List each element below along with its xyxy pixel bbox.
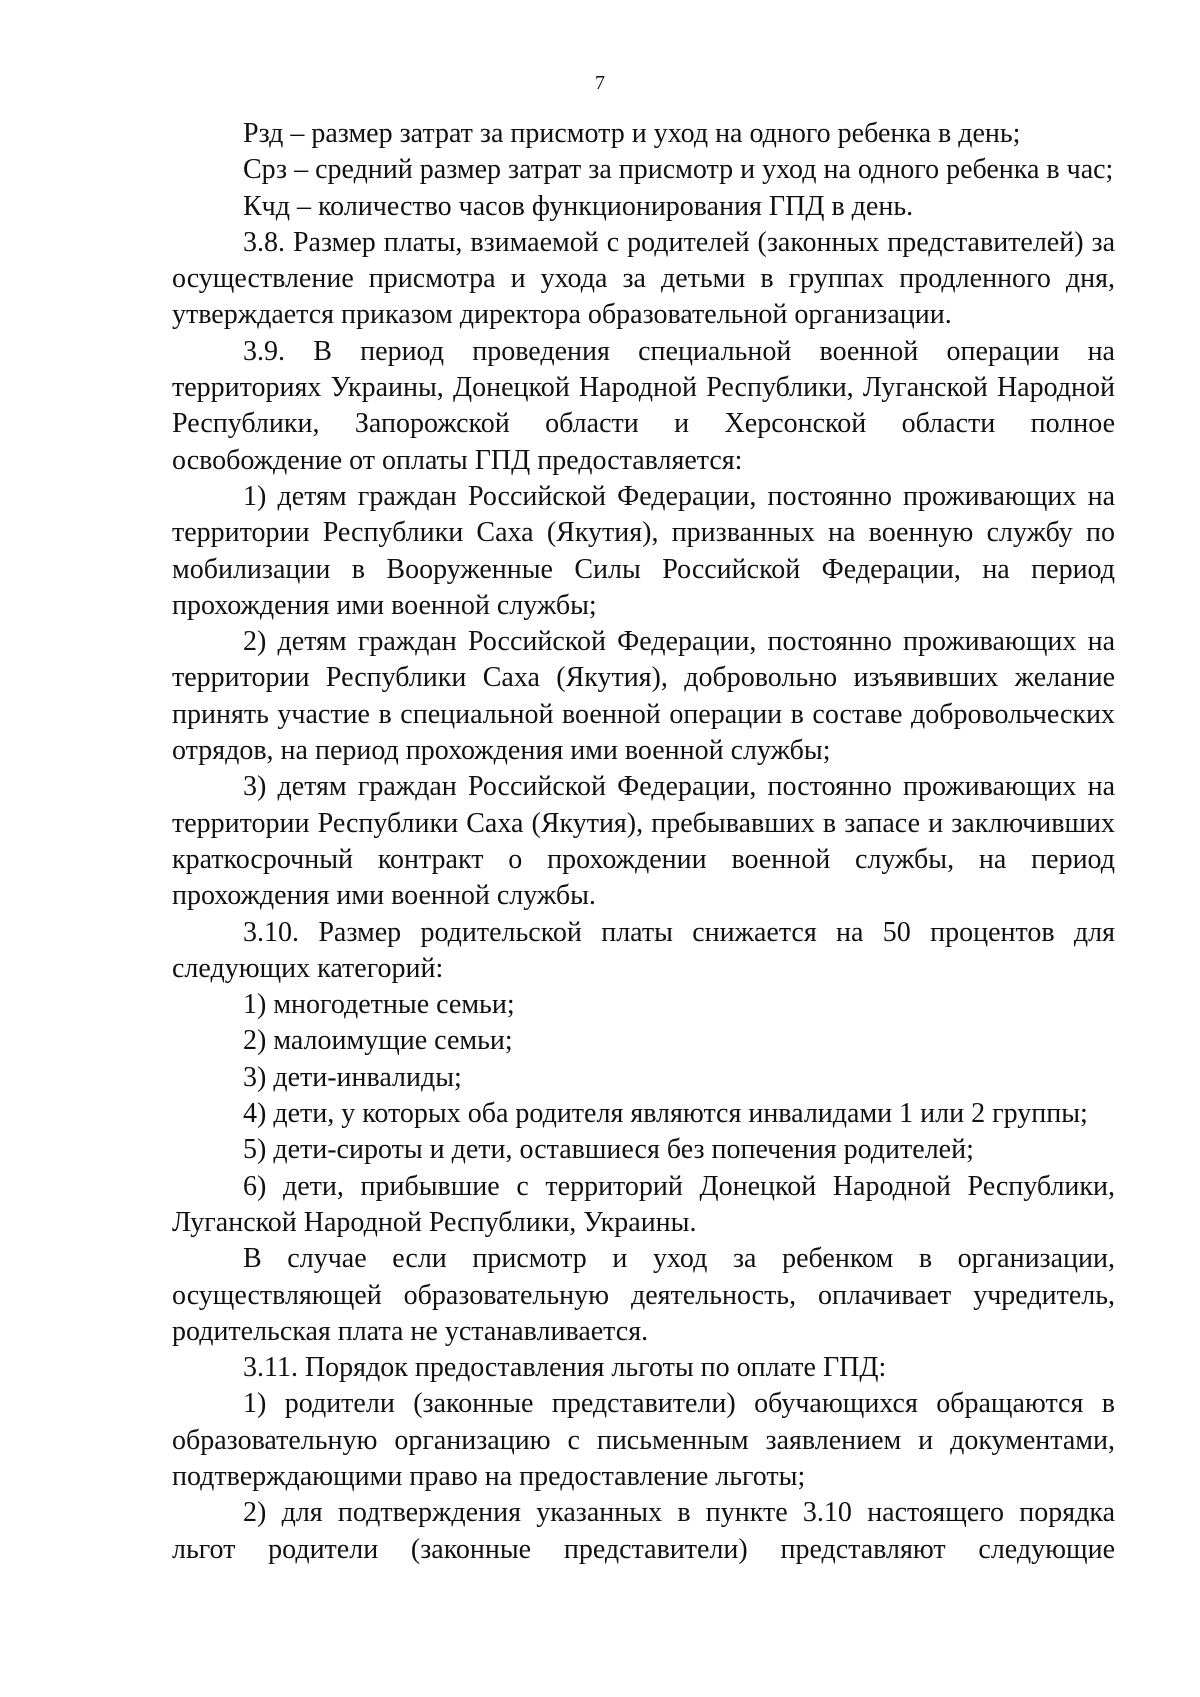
paragraph-3-9: 3.9. В период проведения специальной военной операции на территориях Украины, Донецкой Народной Республики, Луганской Народной Республики, Запорожской области и Херсонской области полное освобождение от оплаты ГПД предоставляется:	[172, 335, 1115, 476]
paragraph-3-9-item-2: 2) детям граждан Российской Федерации, постоянно проживающих на территории Республики Саха (Якутия), добровольно изъявивших желание принять участие в специальной военной операции в составе добровольческих отрядов, на период прохождения ими военной службы;	[172, 626, 1115, 767]
paragraph-3-11-item-1: 1) родители (законные представители) обучающихся обращаются в образовательную организацию с письменным заявлением и документами, подтверждающими право на предоставление льготы;	[172, 1388, 1115, 1492]
paragraph-rzd-definition: Рзд – размер затрат за присмотр и уход на одного ребенка в день;	[243, 118, 1021, 149]
paragraph-kchd-definition: Кчд – количество часов функционирования ГПД в день.	[243, 190, 914, 222]
page-number: 7	[595, 72, 605, 94]
paragraph-founder-payment: В случае если присмотр и уход за ребенком в организации, осуществляющей образовательную деятельность, оплачивает учредитель, родительская плата не устанавливается.	[172, 1243, 1115, 1347]
paragraph-3-10-item-1: 1) многодетные семьи;	[243, 989, 515, 1021]
paragraph-3-10-item-6: 6) дети, прибывшие с территорий Донецкой Народной Республики, Луганской Народной Республики, Украины.	[172, 1170, 1115, 1238]
paragraph-3-9-item-3: 3) детям граждан Российской Федерации, постоянно проживающих на территории Республики Саха (Якутия), пребывавших в запасе и заключивших краткосрочный контракт о прохождении военной службы, на период прохождения ими военной службы.	[172, 771, 1115, 912]
paragraph-srz-definition: Срз – средний размер затрат за присмотр и уход на одного ребенка в час;	[243, 154, 1114, 186]
paragraph-3-9-item-1: 1) детям граждан Российской Федерации, постоянно проживающих на территории Республики Саха (Якутия), призванных на военную службу по мобилизации в Вооруженные Силы Российской Федерации, на период прохождения ими военной службы;	[172, 480, 1115, 621]
document-body	[172, 116, 1115, 1568]
paragraph-3-8: 3.8. Размер платы, взимаемой с родителей (законных представителей) за осуществление присмотра и ухода за детьми в группах продленного дня, утверждается приказом директора образовательной организации.	[172, 226, 1115, 331]
paragraph-3-11-item-2: 2) для подтверждения указанных в пункте 3.10 настоящего порядка льгот родители (законные представители) представляют следующие	[172, 1497, 1115, 1565]
paragraph-3-10-item-4: 4) дети, у которых оба родителя являются инвалидами 1 или 2 группы;	[243, 1098, 1088, 1130]
paragraph-3-10-item-2: 2) малоимущие семьи;	[243, 1025, 513, 1057]
paragraph-3-10-item-5: 5) дети-сироты и дети, оставшиеся без попечения родителей;	[243, 1134, 974, 1166]
paragraph-3-10-item-3: 3) дети-инвалиды;	[243, 1061, 462, 1093]
paragraph-3-11: 3.11. Порядок предоставления льготы по оплате ГПД:	[243, 1352, 887, 1384]
paragraph-3-10: 3.10. Размер родительской платы снижается на 50 процентов для следующих категорий:	[172, 916, 1115, 984]
